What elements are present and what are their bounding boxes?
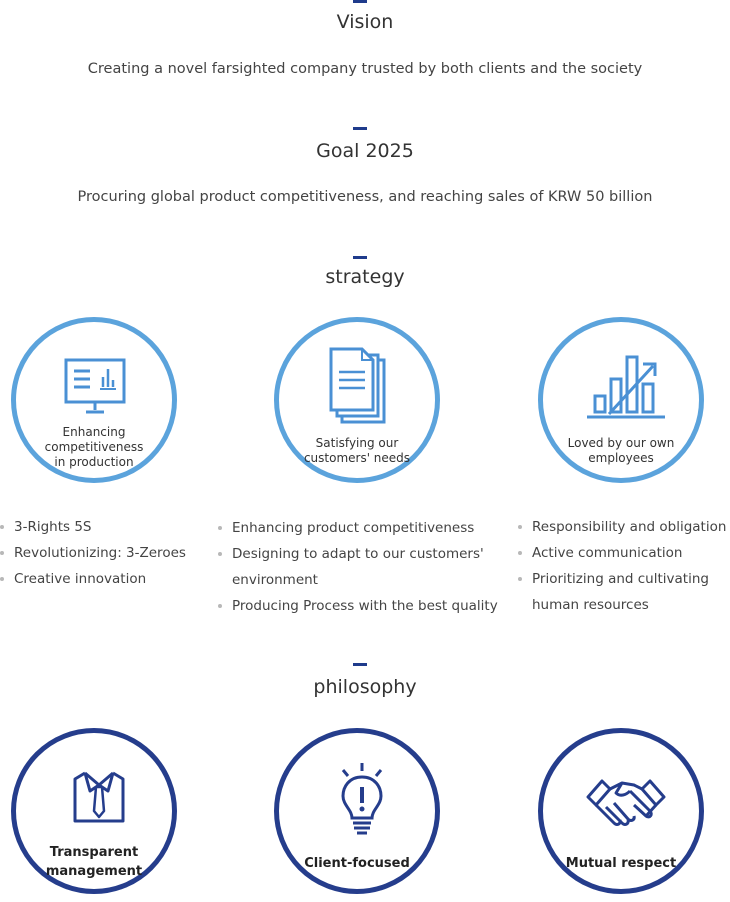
strategy-label-1-line-3: in production [54,455,134,469]
goal-marker [353,127,367,130]
strategy-label-2-line-2: customers' needs [303,451,411,465]
bullet-dot [218,552,222,556]
list-item-text: Revolutionizing: 3-Zeroes [14,545,186,561]
list-item [218,515,508,541]
list-item-text: Enhancing product competitiveness [232,520,475,536]
strategy-label-1-line-2: competitiveness [44,440,144,454]
bullet-dot [518,525,522,529]
list-item-text-continued: environment [232,572,318,588]
lightbulb-icon [332,761,392,835]
strategy-circle-customers [274,317,440,483]
strategy-title: strategy [325,266,405,288]
bullet-dot [218,604,222,608]
strategy-list-production [0,514,210,592]
handshake-icon [584,767,668,833]
vision-marker [353,0,367,3]
bullet-dot [0,551,4,555]
list-item [0,540,210,566]
monitor-chart-icon [64,358,128,416]
vision-title: Vision [336,11,394,33]
list-item-text: Producing Process with the best quality [232,598,498,614]
bullet-dot [518,551,522,555]
philosophy-label-1-line-1: Transparent [49,845,139,860]
strategy-circle-employees [538,317,704,483]
list-item [0,566,210,592]
list-item [0,514,210,540]
vision-text: Creating a novel farsighted company trusted by both clients and the society [87,61,643,77]
list-item-text: Creative innovation [14,571,147,587]
list-item [518,566,730,618]
philosophy-title: philosophy [313,676,417,698]
bullet-dot [518,577,522,581]
goal-title: Goal 2025 [316,140,414,162]
bullet-dot [0,577,4,581]
strategy-marker [353,256,367,259]
documents-icon [328,346,394,424]
list-item-text: Prioritizing and cultivating [532,571,709,587]
list-item-text: Responsibility and obligation [532,519,727,535]
goal-text: Procuring global product competitiveness, and reaching sales of KRW 50 billion [77,189,653,205]
list-item [518,540,730,566]
philosophy-label-1-line-2: management [45,864,143,879]
bullet-dot [0,525,4,529]
philosophy-label-2-line-1: Client-focused [304,856,410,871]
list-item [218,593,508,619]
strategy-circle-production [11,317,177,483]
list-item-text: Active communication [532,545,683,561]
list-item-text: Designing to adapt to our customers' [232,546,484,562]
strategy-label-2-line-1: Satisfying our [315,436,399,450]
strategy-label-3-line-2: employees [588,451,654,465]
philosophy-label-3-line-1: Mutual respect [565,856,677,871]
list-item-text: 3-Rights 5S [14,519,92,535]
growth-chart-icon [585,354,667,420]
list-item [218,541,508,593]
philosophy-marker [353,663,367,666]
philosophy-circle-transparent [11,728,177,894]
philosophy-circle-client [274,728,440,894]
bullet-dot [218,526,222,530]
list-item [518,514,730,540]
philosophy-circle-respect [538,728,704,894]
list-item-text-continued: human resources [532,597,649,613]
strategy-label-1-line-1: Enhancing [62,425,126,439]
strategy-list-employees [518,514,730,618]
strategy-label-3-line-1: Loved by our own [567,436,675,450]
strategy-list-customers [218,515,508,619]
shirt-tie-icon [71,769,127,825]
